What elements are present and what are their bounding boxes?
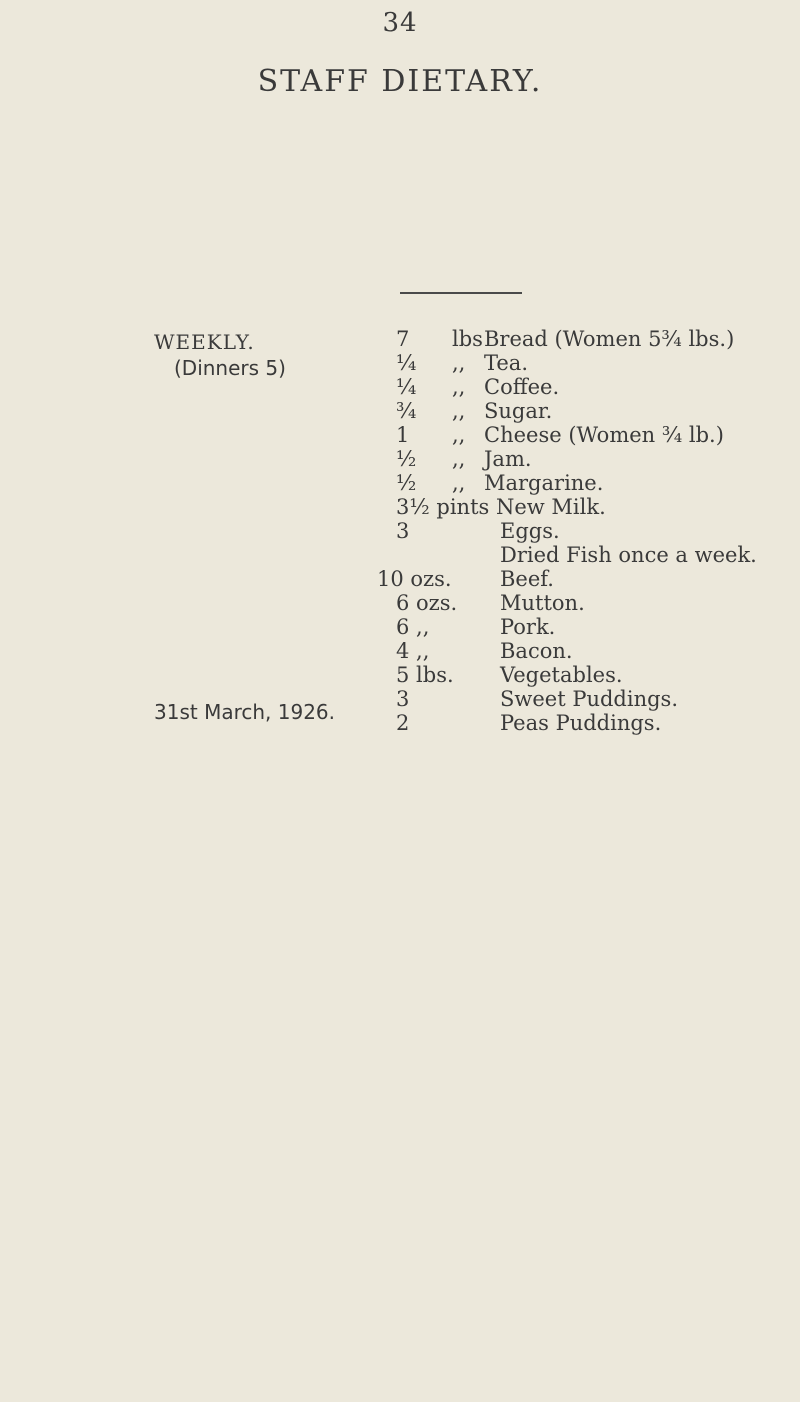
item-description: Tea. bbox=[484, 351, 528, 375]
item-description: Mutton. bbox=[500, 591, 585, 615]
list-item bbox=[380, 663, 790, 687]
item-description: Pork. bbox=[500, 615, 556, 639]
title-divider bbox=[400, 292, 522, 294]
item-description: Bread (Women 5¾ lbs.) bbox=[484, 327, 735, 351]
list-item bbox=[380, 543, 790, 567]
item-description: 3½ pints New Milk. bbox=[396, 495, 606, 519]
item-description: Coffee. bbox=[484, 375, 560, 399]
document-date: 31st March, 1926. bbox=[154, 700, 336, 724]
list-item bbox=[380, 327, 790, 351]
item-quantity: 1 bbox=[396, 423, 410, 447]
item-description: Bacon. bbox=[500, 639, 573, 663]
item-description: Cheese (Women ¾ lb.) bbox=[484, 423, 724, 447]
item-description: Sweet Puddings. bbox=[500, 687, 679, 711]
item-quantity: 6 ,, bbox=[396, 615, 430, 639]
page-number: 34 bbox=[382, 8, 418, 38]
list-item bbox=[380, 399, 790, 423]
item-description: Jam. bbox=[484, 447, 532, 471]
list-item bbox=[377, 567, 790, 591]
item-unit: ,, bbox=[452, 399, 466, 423]
item-quantity: 2 bbox=[396, 711, 410, 735]
item-description: Beef. bbox=[500, 567, 554, 591]
list-item bbox=[380, 591, 790, 615]
item-quantity: ½ bbox=[396, 471, 417, 495]
item-description: Peas Puddings. bbox=[500, 711, 662, 735]
list-item bbox=[380, 639, 790, 663]
item-quantity: 4 ,, bbox=[396, 639, 430, 663]
page-title: STAFF DIETARY. bbox=[257, 64, 543, 99]
list-item bbox=[380, 423, 790, 447]
item-quantity: ½ bbox=[396, 447, 417, 471]
item-unit: ,, bbox=[452, 471, 466, 495]
item-quantity: ¼ bbox=[396, 351, 417, 375]
item-unit: ,, bbox=[452, 423, 466, 447]
list-item bbox=[380, 495, 790, 519]
item-unit: ,, bbox=[452, 351, 466, 375]
list-item bbox=[380, 471, 790, 495]
list-item bbox=[380, 615, 790, 639]
list-item bbox=[380, 711, 790, 735]
item-description: Vegetables. bbox=[500, 663, 623, 687]
list-item bbox=[380, 687, 790, 711]
item-quantity: 3 bbox=[396, 519, 410, 543]
list-item bbox=[380, 375, 790, 399]
item-unit: ,, bbox=[452, 375, 466, 399]
item-description: Eggs. bbox=[500, 519, 560, 543]
list-item bbox=[380, 351, 790, 375]
item-quantity: 5 lbs. bbox=[396, 663, 454, 687]
weekly-label: WEEKLY. bbox=[154, 330, 255, 354]
item-description: Dried Fish once a week. bbox=[500, 543, 757, 567]
list-item bbox=[380, 447, 790, 471]
dietary-list bbox=[377, 327, 790, 735]
item-quantity: 10 ozs. bbox=[377, 567, 452, 591]
item-description: Margarine. bbox=[484, 471, 604, 495]
item-description: Sugar. bbox=[484, 399, 553, 423]
item-unit: ,, bbox=[452, 447, 466, 471]
item-quantity: ¼ bbox=[396, 375, 417, 399]
dinners-label: (Dinners 5) bbox=[174, 356, 286, 380]
item-quantity: 3 bbox=[396, 687, 410, 711]
list-item bbox=[380, 519, 790, 543]
item-quantity: 7 bbox=[396, 327, 410, 351]
item-unit: lbs bbox=[452, 327, 483, 351]
item-quantity: ¾ bbox=[396, 399, 417, 423]
item-quantity: 6 ozs. bbox=[396, 591, 458, 615]
